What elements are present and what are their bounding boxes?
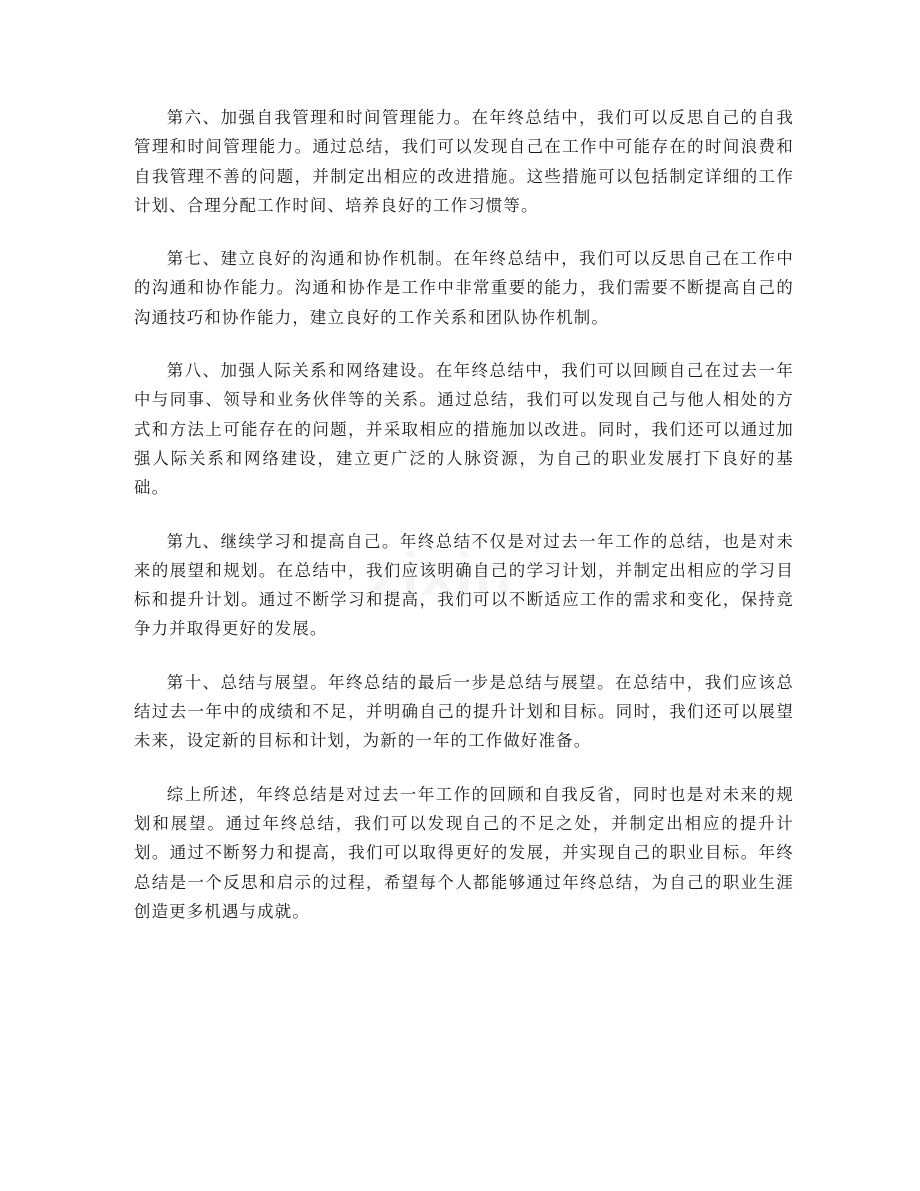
paragraph-6: 第六、加强自我管理和时间管理能力。在年终总结中，我们可以反思自己的自我管理和时间管理能力。通过总结，我们可以发现自己在工作中可能存在的时间浪费和自我管理不善的问题，并制定出相应的改进措施。这些措施可以包括制定详细的工作计划、合理分配工作时间、培养良好的工作习惯等。 [134,108,794,215]
paragraph-conclusion: 综上所述，年终总结是对过去一年工作的回顾和自我反省，同时也是对未来的规划和展望。通过年终总结，我们可以发现自己的不足之处，并制定出相应的提升计划。通过不断努力和提高，我们可以取得更好的发展，并实现自己的职业目标。年终总结是一个反思和启示的过程，希望每个人都能够通过年终总结，为自己的职业生涯创造更多机遇与成就。 [134,784,794,921]
paragraph-9: 第九、继续学习和提高自己。年终总结不仅是对过去一年工作的总结，也是对未来的展望和规划。在总结中，我们应该明确自己的学习计划，并制定出相应的学习目标和提升计划。通过不断学习和提高，我们可以不断适应工作的需求和变化，保持竞争力并取得更好的发展。 [134,531,794,639]
paragraph-10: 第十、总结与展望。年终总结的最后一步是总结与展望。在总结中，我们应该总结过去一年中的成绩和不足，并明确自己的提升计划和目标。同时，我们还可以展望未来，设定新的目标和计划，为新的一年的工作做好准备。 [134,672,794,751]
paragraph-8: 第八、加强人际关系和网络建设。在年终总结中，我们可以回顾自己在过去一年中与同事、领导和业务伙伴等的关系。通过总结，我们可以发现自己与他人相处的方式和方法上可能存在的问题，并采取相应的措施加以改进。同时，我们还可以通过加强人际关系和网络建设，建立更广泛的人脉资源，为自己的职业发展打下良好的基础。 [134,361,794,498]
paragraph-7: 第七、建立良好的沟通和协作机制。在年终总结中，我们可以反思自己在工作中的沟通和协作能力。沟通和协作是工作中非常重要的能力，我们需要不断提高自己的沟通技巧和协作能力，建立良好的工作关系和团队协作机制。 [134,249,794,327]
watermark-logo: zixin [370,541,514,608]
document-body [134,103,794,950]
